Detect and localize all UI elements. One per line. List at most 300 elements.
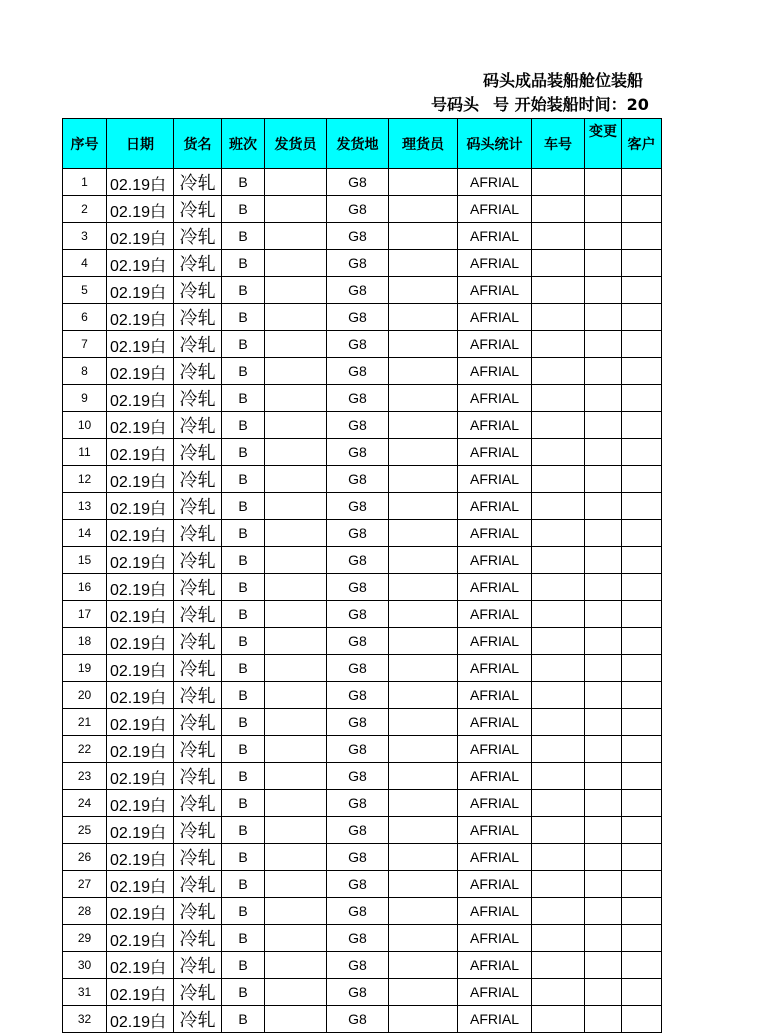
cell-change[interactable] bbox=[585, 952, 622, 979]
cell-tally[interactable] bbox=[389, 547, 458, 574]
cell-shipper[interactable] bbox=[265, 277, 327, 304]
cell-tally[interactable] bbox=[389, 844, 458, 871]
cell-customer[interactable] bbox=[622, 304, 662, 331]
cell-customer[interactable] bbox=[622, 547, 662, 574]
cell-date[interactable]: 02.19白 bbox=[107, 817, 174, 844]
cell-date[interactable]: 02.19白 bbox=[107, 736, 174, 763]
cell-car-number[interactable] bbox=[532, 952, 585, 979]
cell-shipper[interactable] bbox=[265, 844, 327, 871]
cell-dock-stats[interactable]: AFRIAL bbox=[458, 439, 532, 466]
cell-customer[interactable] bbox=[622, 439, 662, 466]
cell-goods[interactable]: 冷轧 bbox=[174, 277, 222, 304]
cell-change[interactable] bbox=[585, 655, 622, 682]
cell-car-number[interactable] bbox=[532, 736, 585, 763]
cell-origin[interactable]: G8 bbox=[327, 628, 389, 655]
cell-origin[interactable]: G8 bbox=[327, 871, 389, 898]
cell-change[interactable] bbox=[585, 736, 622, 763]
cell-shift[interactable]: B bbox=[222, 412, 265, 439]
cell-tally[interactable] bbox=[389, 439, 458, 466]
cell-car-number[interactable] bbox=[532, 358, 585, 385]
cell-customer[interactable] bbox=[622, 223, 662, 250]
cell-shift[interactable]: B bbox=[222, 709, 265, 736]
cell-seq[interactable]: 16 bbox=[63, 574, 107, 601]
cell-goods[interactable]: 冷轧 bbox=[174, 493, 222, 520]
cell-car-number[interactable] bbox=[532, 790, 585, 817]
cell-tally[interactable] bbox=[389, 466, 458, 493]
cell-shipper[interactable] bbox=[265, 385, 327, 412]
cell-date[interactable]: 02.19白 bbox=[107, 709, 174, 736]
cell-seq[interactable]: 11 bbox=[63, 439, 107, 466]
cell-dock-stats[interactable]: AFRIAL bbox=[458, 304, 532, 331]
cell-tally[interactable] bbox=[389, 412, 458, 439]
cell-shift[interactable]: B bbox=[222, 952, 265, 979]
cell-customer[interactable] bbox=[622, 412, 662, 439]
cell-tally[interactable] bbox=[389, 385, 458, 412]
cell-goods[interactable]: 冷轧 bbox=[174, 925, 222, 952]
cell-shipper[interactable] bbox=[265, 628, 327, 655]
cell-customer[interactable] bbox=[622, 331, 662, 358]
column-header-shift[interactable]: 班次 bbox=[222, 119, 265, 169]
cell-date[interactable]: 02.19白 bbox=[107, 331, 174, 358]
cell-customer[interactable] bbox=[622, 817, 662, 844]
cell-dock-stats[interactable]: AFRIAL bbox=[458, 871, 532, 898]
cell-seq[interactable]: 14 bbox=[63, 520, 107, 547]
cell-change[interactable] bbox=[585, 223, 622, 250]
cell-shipper[interactable] bbox=[265, 979, 327, 1006]
cell-shipper[interactable] bbox=[265, 1006, 327, 1033]
cell-customer[interactable] bbox=[622, 790, 662, 817]
cell-change[interactable] bbox=[585, 196, 622, 223]
cell-dock-stats[interactable]: AFRIAL bbox=[458, 250, 532, 277]
cell-car-number[interactable] bbox=[532, 412, 585, 439]
cell-shift[interactable]: B bbox=[222, 358, 265, 385]
cell-origin[interactable]: G8 bbox=[327, 196, 389, 223]
cell-shift[interactable]: B bbox=[222, 439, 265, 466]
cell-tally[interactable] bbox=[389, 304, 458, 331]
cell-shipper[interactable] bbox=[265, 601, 327, 628]
cell-tally[interactable] bbox=[389, 763, 458, 790]
cell-date[interactable]: 02.19白 bbox=[107, 682, 174, 709]
cell-goods[interactable]: 冷轧 bbox=[174, 817, 222, 844]
cell-shift[interactable]: B bbox=[222, 169, 265, 196]
cell-shift[interactable]: B bbox=[222, 331, 265, 358]
cell-change[interactable] bbox=[585, 331, 622, 358]
cell-change[interactable] bbox=[585, 412, 622, 439]
cell-change[interactable] bbox=[585, 925, 622, 952]
cell-goods[interactable]: 冷轧 bbox=[174, 223, 222, 250]
cell-date[interactable]: 02.19白 bbox=[107, 655, 174, 682]
cell-date[interactable]: 02.19白 bbox=[107, 763, 174, 790]
cell-origin[interactable]: G8 bbox=[327, 979, 389, 1006]
cell-car-number[interactable] bbox=[532, 169, 585, 196]
cell-origin[interactable]: G8 bbox=[327, 277, 389, 304]
cell-customer[interactable] bbox=[622, 763, 662, 790]
cell-customer[interactable] bbox=[622, 493, 662, 520]
cell-date[interactable]: 02.19白 bbox=[107, 385, 174, 412]
cell-shipper[interactable] bbox=[265, 682, 327, 709]
cell-goods[interactable]: 冷轧 bbox=[174, 979, 222, 1006]
cell-customer[interactable] bbox=[622, 871, 662, 898]
cell-shipper[interactable] bbox=[265, 196, 327, 223]
cell-tally[interactable] bbox=[389, 493, 458, 520]
cell-date[interactable]: 02.19白 bbox=[107, 304, 174, 331]
cell-customer[interactable] bbox=[622, 385, 662, 412]
cell-date[interactable]: 02.19白 bbox=[107, 628, 174, 655]
cell-seq[interactable]: 2 bbox=[63, 196, 107, 223]
column-header-origin[interactable]: 发货地 bbox=[327, 119, 389, 169]
cell-dock-stats[interactable]: AFRIAL bbox=[458, 331, 532, 358]
cell-goods[interactable]: 冷轧 bbox=[174, 412, 222, 439]
cell-goods[interactable]: 冷轧 bbox=[174, 304, 222, 331]
cell-seq[interactable]: 20 bbox=[63, 682, 107, 709]
cell-origin[interactable]: G8 bbox=[327, 412, 389, 439]
cell-goods[interactable]: 冷轧 bbox=[174, 331, 222, 358]
cell-customer[interactable] bbox=[622, 925, 662, 952]
cell-goods[interactable]: 冷轧 bbox=[174, 196, 222, 223]
cell-seq[interactable]: 21 bbox=[63, 709, 107, 736]
cell-car-number[interactable] bbox=[532, 196, 585, 223]
cell-customer[interactable] bbox=[622, 466, 662, 493]
cell-goods[interactable]: 冷轧 bbox=[174, 952, 222, 979]
cell-change[interactable] bbox=[585, 871, 622, 898]
cell-change[interactable] bbox=[585, 466, 622, 493]
cell-shipper[interactable] bbox=[265, 250, 327, 277]
cell-car-number[interactable] bbox=[532, 817, 585, 844]
cell-change[interactable] bbox=[585, 817, 622, 844]
cell-dock-stats[interactable]: AFRIAL bbox=[458, 763, 532, 790]
cell-shift[interactable]: B bbox=[222, 655, 265, 682]
cell-goods[interactable]: 冷轧 bbox=[174, 682, 222, 709]
cell-origin[interactable]: G8 bbox=[327, 385, 389, 412]
cell-customer[interactable] bbox=[622, 628, 662, 655]
cell-change[interactable] bbox=[585, 385, 622, 412]
cell-date[interactable]: 02.19白 bbox=[107, 412, 174, 439]
cell-dock-stats[interactable]: AFRIAL bbox=[458, 277, 532, 304]
cell-dock-stats[interactable]: AFRIAL bbox=[458, 736, 532, 763]
column-header-goods[interactable]: 货名 bbox=[174, 119, 222, 169]
cell-change[interactable] bbox=[585, 682, 622, 709]
cell-car-number[interactable] bbox=[532, 574, 585, 601]
cell-dock-stats[interactable]: AFRIAL bbox=[458, 844, 532, 871]
cell-origin[interactable]: G8 bbox=[327, 682, 389, 709]
cell-shipper[interactable] bbox=[265, 493, 327, 520]
cell-shift[interactable]: B bbox=[222, 493, 265, 520]
cell-date[interactable]: 02.19白 bbox=[107, 358, 174, 385]
cell-origin[interactable]: G8 bbox=[327, 925, 389, 952]
cell-date[interactable]: 02.19白 bbox=[107, 979, 174, 1006]
cell-seq[interactable]: 7 bbox=[63, 331, 107, 358]
cell-date[interactable]: 02.19白 bbox=[107, 250, 174, 277]
cell-change[interactable] bbox=[585, 547, 622, 574]
cell-shift[interactable]: B bbox=[222, 817, 265, 844]
cell-change[interactable] bbox=[585, 790, 622, 817]
cell-shipper[interactable] bbox=[265, 412, 327, 439]
cell-car-number[interactable] bbox=[532, 844, 585, 871]
cell-change[interactable] bbox=[585, 709, 622, 736]
cell-goods[interactable]: 冷轧 bbox=[174, 790, 222, 817]
cell-origin[interactable]: G8 bbox=[327, 250, 389, 277]
cell-customer[interactable] bbox=[622, 844, 662, 871]
cell-seq[interactable]: 29 bbox=[63, 925, 107, 952]
cell-dock-stats[interactable]: AFRIAL bbox=[458, 925, 532, 952]
cell-seq[interactable]: 4 bbox=[63, 250, 107, 277]
cell-car-number[interactable] bbox=[532, 871, 585, 898]
cell-seq[interactable]: 6 bbox=[63, 304, 107, 331]
cell-dock-stats[interactable]: AFRIAL bbox=[458, 790, 532, 817]
cell-car-number[interactable] bbox=[532, 925, 585, 952]
cell-tally[interactable] bbox=[389, 925, 458, 952]
cell-shift[interactable]: B bbox=[222, 898, 265, 925]
cell-date[interactable]: 02.19白 bbox=[107, 1006, 174, 1033]
cell-seq[interactable]: 9 bbox=[63, 385, 107, 412]
cell-shipper[interactable] bbox=[265, 466, 327, 493]
cell-shipper[interactable] bbox=[265, 331, 327, 358]
cell-seq[interactable]: 18 bbox=[63, 628, 107, 655]
cell-goods[interactable]: 冷轧 bbox=[174, 844, 222, 871]
cell-shipper[interactable] bbox=[265, 520, 327, 547]
cell-tally[interactable] bbox=[389, 790, 458, 817]
cell-seq[interactable]: 1 bbox=[63, 169, 107, 196]
cell-origin[interactable]: G8 bbox=[327, 358, 389, 385]
cell-dock-stats[interactable]: AFRIAL bbox=[458, 385, 532, 412]
cell-origin[interactable]: G8 bbox=[327, 763, 389, 790]
cell-origin[interactable]: G8 bbox=[327, 304, 389, 331]
cell-origin[interactable]: G8 bbox=[327, 520, 389, 547]
cell-seq[interactable]: 10 bbox=[63, 412, 107, 439]
cell-shift[interactable]: B bbox=[222, 385, 265, 412]
column-header-car-number[interactable]: 车号 bbox=[532, 119, 585, 169]
cell-date[interactable]: 02.19白 bbox=[107, 547, 174, 574]
cell-tally[interactable] bbox=[389, 628, 458, 655]
cell-dock-stats[interactable]: AFRIAL bbox=[458, 979, 532, 1006]
cell-goods[interactable]: 冷轧 bbox=[174, 385, 222, 412]
cell-car-number[interactable] bbox=[532, 493, 585, 520]
cell-origin[interactable]: G8 bbox=[327, 601, 389, 628]
cell-shipper[interactable] bbox=[265, 655, 327, 682]
cell-origin[interactable]: G8 bbox=[327, 466, 389, 493]
cell-change[interactable] bbox=[585, 277, 622, 304]
cell-change[interactable] bbox=[585, 169, 622, 196]
cell-shift[interactable]: B bbox=[222, 277, 265, 304]
cell-shift[interactable]: B bbox=[222, 682, 265, 709]
cell-tally[interactable] bbox=[389, 709, 458, 736]
cell-customer[interactable] bbox=[622, 358, 662, 385]
cell-date[interactable]: 02.19白 bbox=[107, 520, 174, 547]
cell-change[interactable] bbox=[585, 979, 622, 1006]
cell-car-number[interactable] bbox=[532, 385, 585, 412]
cell-shift[interactable]: B bbox=[222, 304, 265, 331]
cell-customer[interactable] bbox=[622, 682, 662, 709]
column-header-customer[interactable]: 客户 bbox=[622, 119, 662, 169]
cell-origin[interactable]: G8 bbox=[327, 790, 389, 817]
cell-car-number[interactable] bbox=[532, 520, 585, 547]
cell-seq[interactable]: 12 bbox=[63, 466, 107, 493]
cell-shipper[interactable] bbox=[265, 817, 327, 844]
cell-shift[interactable]: B bbox=[222, 574, 265, 601]
cell-seq[interactable]: 31 bbox=[63, 979, 107, 1006]
cell-seq[interactable]: 24 bbox=[63, 790, 107, 817]
cell-shift[interactable]: B bbox=[222, 628, 265, 655]
cell-seq[interactable]: 28 bbox=[63, 898, 107, 925]
cell-origin[interactable]: G8 bbox=[327, 223, 389, 250]
cell-origin[interactable]: G8 bbox=[327, 655, 389, 682]
column-header-seq[interactable]: 序号 bbox=[63, 119, 107, 169]
cell-shipper[interactable] bbox=[265, 574, 327, 601]
cell-seq[interactable]: 22 bbox=[63, 736, 107, 763]
cell-date[interactable]: 02.19白 bbox=[107, 790, 174, 817]
cell-origin[interactable]: G8 bbox=[327, 493, 389, 520]
cell-car-number[interactable] bbox=[532, 898, 585, 925]
cell-tally[interactable] bbox=[389, 817, 458, 844]
cell-tally[interactable] bbox=[389, 196, 458, 223]
cell-origin[interactable]: G8 bbox=[327, 736, 389, 763]
cell-dock-stats[interactable]: AFRIAL bbox=[458, 898, 532, 925]
cell-goods[interactable]: 冷轧 bbox=[174, 466, 222, 493]
cell-change[interactable] bbox=[585, 601, 622, 628]
cell-car-number[interactable] bbox=[532, 682, 585, 709]
cell-tally[interactable] bbox=[389, 736, 458, 763]
cell-dock-stats[interactable]: AFRIAL bbox=[458, 709, 532, 736]
cell-dock-stats[interactable]: AFRIAL bbox=[458, 196, 532, 223]
cell-tally[interactable] bbox=[389, 331, 458, 358]
cell-date[interactable]: 02.19白 bbox=[107, 277, 174, 304]
cell-car-number[interactable] bbox=[532, 628, 585, 655]
column-header-date[interactable]: 日期 bbox=[107, 119, 174, 169]
cell-goods[interactable]: 冷轧 bbox=[174, 1006, 222, 1033]
cell-change[interactable] bbox=[585, 439, 622, 466]
cell-date[interactable]: 02.19白 bbox=[107, 871, 174, 898]
cell-origin[interactable]: G8 bbox=[327, 898, 389, 925]
cell-seq[interactable]: 32 bbox=[63, 1006, 107, 1033]
cell-customer[interactable] bbox=[622, 277, 662, 304]
column-header-change[interactable]: 变更 bbox=[585, 119, 622, 169]
cell-goods[interactable]: 冷轧 bbox=[174, 601, 222, 628]
cell-shipper[interactable] bbox=[265, 304, 327, 331]
cell-customer[interactable] bbox=[622, 574, 662, 601]
cell-goods[interactable]: 冷轧 bbox=[174, 439, 222, 466]
cell-tally[interactable] bbox=[389, 898, 458, 925]
cell-seq[interactable]: 25 bbox=[63, 817, 107, 844]
cell-shift[interactable]: B bbox=[222, 520, 265, 547]
cell-shipper[interactable] bbox=[265, 871, 327, 898]
cell-date[interactable]: 02.19白 bbox=[107, 574, 174, 601]
cell-car-number[interactable] bbox=[532, 223, 585, 250]
cell-date[interactable]: 02.19白 bbox=[107, 601, 174, 628]
cell-dock-stats[interactable]: AFRIAL bbox=[458, 682, 532, 709]
cell-car-number[interactable] bbox=[532, 547, 585, 574]
cell-date[interactable]: 02.19白 bbox=[107, 844, 174, 871]
cell-origin[interactable]: G8 bbox=[327, 439, 389, 466]
cell-dock-stats[interactable]: AFRIAL bbox=[458, 493, 532, 520]
cell-customer[interactable] bbox=[622, 952, 662, 979]
cell-tally[interactable] bbox=[389, 1006, 458, 1033]
cell-date[interactable]: 02.19白 bbox=[107, 169, 174, 196]
cell-seq[interactable]: 15 bbox=[63, 547, 107, 574]
cell-tally[interactable] bbox=[389, 952, 458, 979]
cell-car-number[interactable] bbox=[532, 601, 585, 628]
cell-origin[interactable]: G8 bbox=[327, 574, 389, 601]
cell-dock-stats[interactable]: AFRIAL bbox=[458, 601, 532, 628]
cell-car-number[interactable] bbox=[532, 709, 585, 736]
cell-shipper[interactable] bbox=[265, 547, 327, 574]
cell-seq[interactable]: 5 bbox=[63, 277, 107, 304]
cell-customer[interactable] bbox=[622, 898, 662, 925]
column-header-shipper[interactable]: 发货员 bbox=[265, 119, 327, 169]
cell-tally[interactable] bbox=[389, 574, 458, 601]
cell-customer[interactable] bbox=[622, 979, 662, 1006]
cell-shipper[interactable] bbox=[265, 709, 327, 736]
cell-goods[interactable]: 冷轧 bbox=[174, 736, 222, 763]
cell-seq[interactable]: 23 bbox=[63, 763, 107, 790]
cell-shift[interactable]: B bbox=[222, 844, 265, 871]
cell-shipper[interactable] bbox=[265, 763, 327, 790]
cell-seq[interactable]: 30 bbox=[63, 952, 107, 979]
cell-change[interactable] bbox=[585, 250, 622, 277]
column-header-tally[interactable]: 理货员 bbox=[389, 119, 458, 169]
cell-goods[interactable]: 冷轧 bbox=[174, 520, 222, 547]
cell-origin[interactable]: G8 bbox=[327, 331, 389, 358]
cell-seq[interactable]: 19 bbox=[63, 655, 107, 682]
cell-tally[interactable] bbox=[389, 358, 458, 385]
cell-tally[interactable] bbox=[389, 169, 458, 196]
cell-customer[interactable] bbox=[622, 250, 662, 277]
cell-change[interactable] bbox=[585, 898, 622, 925]
cell-car-number[interactable] bbox=[532, 250, 585, 277]
cell-change[interactable] bbox=[585, 358, 622, 385]
cell-shipper[interactable] bbox=[265, 439, 327, 466]
cell-car-number[interactable] bbox=[532, 331, 585, 358]
cell-shipper[interactable] bbox=[265, 358, 327, 385]
cell-shift[interactable]: B bbox=[222, 196, 265, 223]
cell-change[interactable] bbox=[585, 493, 622, 520]
cell-seq[interactable]: 13 bbox=[63, 493, 107, 520]
cell-shift[interactable]: B bbox=[222, 925, 265, 952]
cell-shift[interactable]: B bbox=[222, 871, 265, 898]
cell-car-number[interactable] bbox=[532, 439, 585, 466]
cell-shift[interactable]: B bbox=[222, 1006, 265, 1033]
cell-origin[interactable]: G8 bbox=[327, 844, 389, 871]
cell-car-number[interactable] bbox=[532, 1006, 585, 1033]
cell-date[interactable]: 02.19白 bbox=[107, 196, 174, 223]
cell-customer[interactable] bbox=[622, 520, 662, 547]
cell-dock-stats[interactable]: AFRIAL bbox=[458, 412, 532, 439]
cell-seq[interactable]: 3 bbox=[63, 223, 107, 250]
cell-shift[interactable]: B bbox=[222, 601, 265, 628]
cell-origin[interactable]: G8 bbox=[327, 547, 389, 574]
cell-shift[interactable]: B bbox=[222, 223, 265, 250]
cell-customer[interactable] bbox=[622, 709, 662, 736]
cell-shift[interactable]: B bbox=[222, 466, 265, 493]
cell-shift[interactable]: B bbox=[222, 790, 265, 817]
cell-customer[interactable] bbox=[622, 655, 662, 682]
cell-goods[interactable]: 冷轧 bbox=[174, 763, 222, 790]
cell-dock-stats[interactable]: AFRIAL bbox=[458, 655, 532, 682]
cell-date[interactable]: 02.19白 bbox=[107, 493, 174, 520]
cell-change[interactable] bbox=[585, 304, 622, 331]
cell-dock-stats[interactable]: AFRIAL bbox=[458, 952, 532, 979]
cell-change[interactable] bbox=[585, 763, 622, 790]
cell-goods[interactable]: 冷轧 bbox=[174, 169, 222, 196]
cell-shift[interactable]: B bbox=[222, 979, 265, 1006]
cell-goods[interactable]: 冷轧 bbox=[174, 547, 222, 574]
cell-dock-stats[interactable]: AFRIAL bbox=[458, 223, 532, 250]
cell-date[interactable]: 02.19白 bbox=[107, 898, 174, 925]
cell-change[interactable] bbox=[585, 1006, 622, 1033]
cell-shipper[interactable] bbox=[265, 790, 327, 817]
cell-tally[interactable] bbox=[389, 520, 458, 547]
cell-tally[interactable] bbox=[389, 979, 458, 1006]
cell-origin[interactable]: G8 bbox=[327, 817, 389, 844]
